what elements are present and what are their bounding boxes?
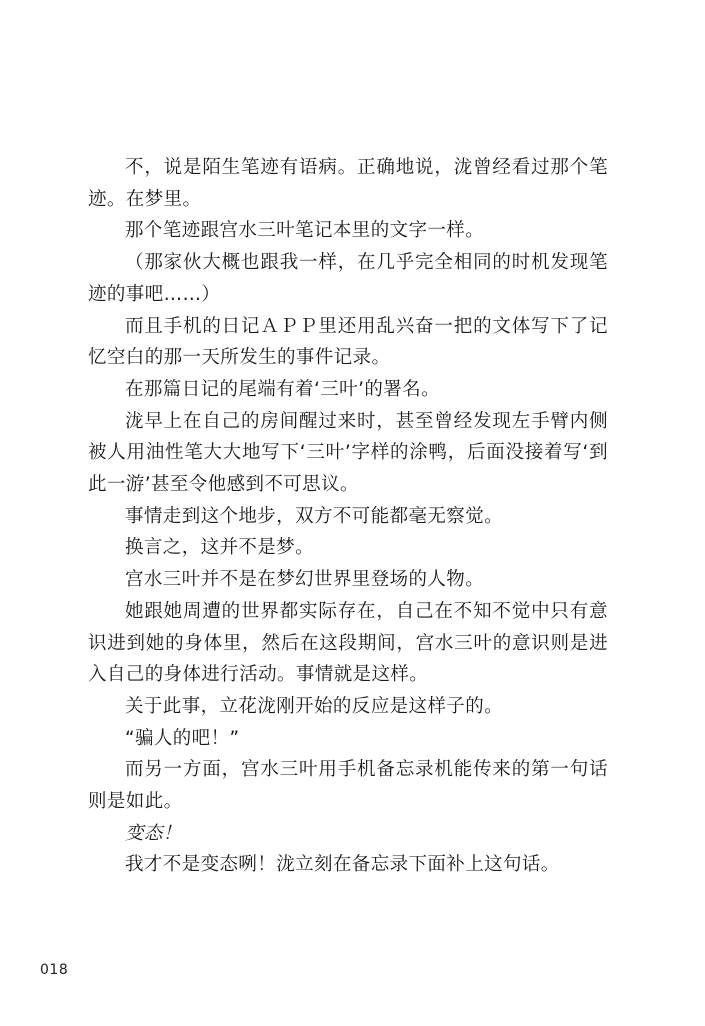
- paragraph: “骗人的吧！”: [125, 727, 240, 749]
- page-body: [88, 152, 608, 881]
- paragraph: 不，说是陌生笔迹有语病。正确地说，泷曾经看过那个笔迹。在梦里。: [88, 157, 608, 210]
- paragraph: （那家伙大概也跟我一样，在几乎完全相同的时机发现笔迹的事吧……）: [88, 252, 608, 305]
- paragraph: 她跟她周遭的世界都实际存在，自己在不知不觉中只有意识进到她的身体里，然后在这段期间，宫水三叶的意识则是进入自己的身体进行活动。事情就是这样。: [88, 600, 608, 686]
- paragraph: 我才不是变态咧！泷立刻在备忘录下面补上这句话。: [125, 854, 560, 876]
- paragraph: 那个笔迹跟宫水三叶笔记本里的文字一样。: [125, 220, 485, 242]
- paragraph: 在那篇日记的尾端有着‘三叶’的署名。: [125, 378, 440, 400]
- memo-quote-paragraph: 变态！: [125, 822, 182, 844]
- paragraph: 而另一方面，宫水三叶用手机备忘录机能传来的第一句话则是如此。: [88, 759, 608, 813]
- page-number: 018: [40, 962, 69, 978]
- paragraph: 宫水三叶并不是在梦幻世界里登场的人物。: [125, 569, 485, 591]
- paragraph: 而且手机的日记ＡＰＰ里还用乱兴奋一把的文体写下了记忆空白的那一天所发生的事件记录。: [88, 315, 608, 369]
- paragraph: 泷早上在自己的房间醒过来时，甚至曾经发现左手臂内侧被人用油性笔大大地写下‘三叶’字样的涂鸭，后面没接着写‘到此一游’甚至令他感到不可思议。: [88, 410, 608, 496]
- paragraph: 关于此事，立花泷刚开始的反应是这样子的。: [125, 695, 504, 717]
- paragraph: 换言之，这并不是梦。: [125, 537, 315, 559]
- paragraph: 事情走到这个地步，双方不可能都毫无察觉。: [125, 505, 504, 527]
